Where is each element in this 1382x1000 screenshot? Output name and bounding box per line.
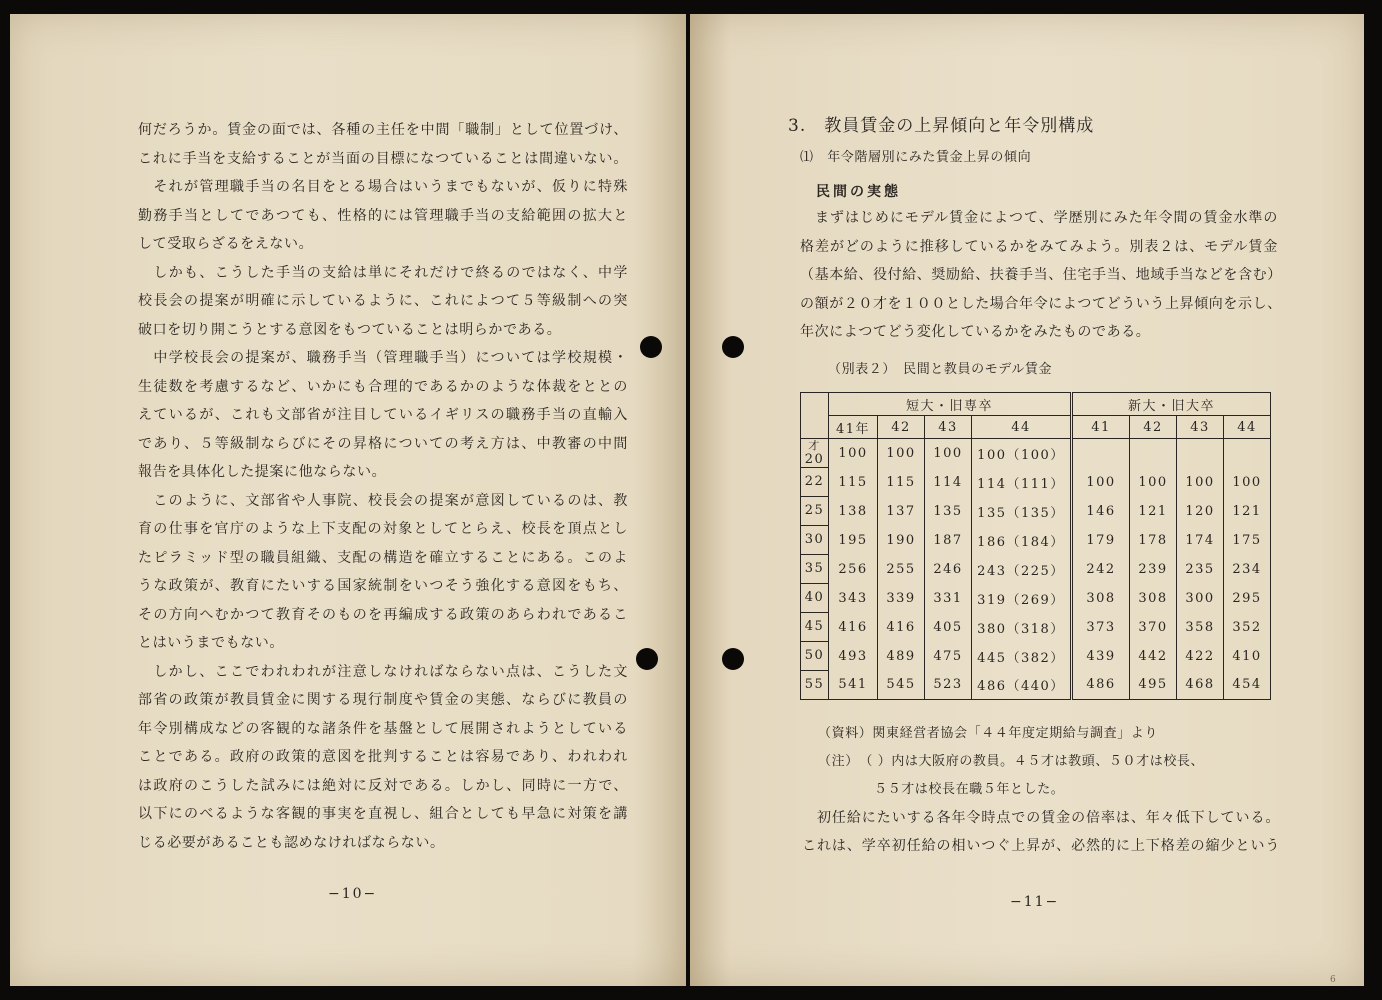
group-header: 短大・旧専卒 [829, 393, 1072, 416]
value-cell: 445（382） [972, 642, 1072, 671]
table-row [801, 497, 1271, 526]
intro-line: 格差がどのように推移しているかをみてみよう。別表２は、モデル賃金 [800, 238, 1278, 255]
body-line: うな政策が、教育にたいする国家統制をいつそう強化する意図をもち、 [138, 578, 628, 594]
value-cell [1177, 439, 1224, 468]
value-cell: 135 [925, 497, 972, 526]
punch-hole-bottom-left [636, 648, 658, 670]
table-row [801, 584, 1271, 613]
table-corner [801, 393, 829, 439]
value-cell: 246 [925, 555, 972, 584]
value-cell: 256 [829, 555, 878, 584]
value-cell: 235 [1177, 555, 1224, 584]
value-cell: 454 [1224, 671, 1271, 700]
body-line: であり、５等級制ならびにその昇格についての考え方は、中教審の中間 [138, 435, 628, 452]
value-cell: 100 [878, 439, 925, 468]
value-cell: 475 [925, 642, 972, 671]
value-cell: 489 [878, 642, 925, 671]
model-wage-table [800, 392, 1271, 700]
body-line: 育の仕事を官庁のような上下支配の対象としてとらえ、校長を頂点とし [138, 521, 628, 537]
value-cell: 179 [1072, 526, 1130, 555]
age-value: 45 [804, 619, 825, 634]
value-cell [1130, 439, 1177, 468]
age-value: 35 [804, 561, 825, 576]
year-header-row [801, 416, 1271, 439]
value-cell: 410 [1224, 642, 1271, 671]
age-unit: 才 [808, 439, 821, 452]
value-cell: 239 [1130, 555, 1177, 584]
value-cell: 178 [1130, 526, 1177, 555]
age-value: 22 [804, 474, 825, 489]
year-header: 42 [1130, 416, 1177, 439]
value-cell: 195 [829, 526, 878, 555]
table-body [801, 439, 1271, 700]
value-cell: 234 [1224, 555, 1271, 584]
body-line: 何だろうか。賃金の面では、各種の主任を中間「職制」として位置づけ、 [138, 122, 628, 138]
body-line: 部省の政策が教員賃金に関する現行制度や賃金の実態、ならびに教員の [138, 692, 628, 708]
body-line: これに手当を支給することが当面の目標になつていることは間違いない。 [138, 150, 628, 167]
value-cell: 442 [1130, 642, 1177, 671]
value-cell: 422 [1177, 642, 1224, 671]
intro-line: まずはじめにモデル賃金によつて、学歴別にみた年令間の賃金水準の [800, 210, 1278, 226]
value-cell [1072, 439, 1130, 468]
age-cell [801, 671, 829, 700]
value-cell: 439 [1072, 642, 1130, 671]
age-cell [801, 613, 829, 642]
intro-line: （基本給、役付給、奨励給、扶養手当、住宅手当、地域手当などを含む） [800, 267, 1282, 283]
value-cell: 100 [1224, 468, 1271, 497]
group-header: 新大・旧大卒 [1072, 393, 1271, 416]
value-cell: 339 [878, 584, 925, 613]
value-cell: 186（184） [972, 526, 1072, 555]
age-cell [801, 526, 829, 555]
value-cell: 135（135） [972, 497, 1072, 526]
body-line: 年令別構成などの客観的な諸条件を基盤として展開されようとしている [138, 720, 628, 737]
body-line: 校長会の提案が明確に示しているように、これによつて５等級制への突 [138, 293, 628, 309]
age-cell [801, 497, 829, 526]
age-cell [801, 439, 829, 468]
intro-line: 年次によつてどう変化しているかをみたものである。 [800, 324, 1151, 340]
age-cell [801, 555, 829, 584]
value-cell: 380（318） [972, 613, 1072, 642]
age-value: 20 [804, 452, 825, 467]
age-value: 25 [804, 503, 825, 518]
year-header: 44 [972, 416, 1072, 439]
age-cell [801, 584, 829, 613]
value-cell: 541 [829, 671, 878, 700]
corner-mark: 6 [1330, 975, 1337, 985]
table-row [801, 468, 1271, 497]
body-line: 以下にのべるような客観的事実を直視し、組合としても早急に対策を講 [138, 806, 628, 822]
body-line: 報告を具体化した提案に他ならない。 [138, 464, 387, 480]
value-cell: 100 [1072, 468, 1130, 497]
value-cell: 114（111） [972, 468, 1072, 497]
value-cell: 114 [925, 468, 972, 497]
body-line: 勤務手当としてであつても、性格的には管理職手当の支給範囲の拡大と [138, 207, 628, 224]
body-line: えているが、これも文部省が注目しているイギリスの職務手当の直輸入 [138, 407, 628, 423]
year-header: 41年 [829, 416, 878, 439]
body-line: その方向へむかつて教育そのものを再編成する政策のあらわれであるこ [138, 606, 628, 623]
year-header: 43 [1177, 416, 1224, 439]
value-cell: 100（100） [972, 439, 1072, 468]
left-page [10, 14, 686, 986]
value-cell: 115 [878, 468, 925, 497]
value-cell: 416 [878, 613, 925, 642]
source-note: （資料）関東経営者協会「４４年度定期給与調査」より [818, 726, 1159, 741]
value-cell: 146 [1072, 497, 1130, 526]
table-row [801, 642, 1271, 671]
table-row [801, 613, 1271, 642]
body-line: とはいうまでもない。 [138, 635, 284, 651]
value-cell: 100 [829, 439, 878, 468]
value-cell: 308 [1072, 584, 1130, 613]
value-cell: 343 [829, 584, 878, 613]
age-value: 55 [804, 677, 825, 692]
closing-line: これは、学卒初任給の相いつぐ上昇が、必然的に上下格差の縮少という [802, 838, 1280, 854]
table-row [801, 671, 1271, 700]
punch-hole-top-left [640, 336, 662, 358]
body-line: しかし、ここでわれわれが注意しなければならない点は、こうした文 [138, 663, 628, 680]
value-cell: 495 [1130, 671, 1177, 700]
value-cell [1224, 439, 1271, 468]
value-cell: 175 [1224, 526, 1271, 555]
body-line: は政府のこうした試みには絶対に反対である。しかし、同時に一方で、 [138, 777, 628, 794]
value-cell: 308 [1130, 584, 1177, 613]
value-cell: 523 [925, 671, 972, 700]
right-page-number: −11− [1010, 894, 1060, 910]
value-cell: 243（225） [972, 555, 1072, 584]
section-title-text: 3. 教員賃金の上昇傾向と年令別構成 [788, 116, 1095, 136]
body-line: 生徒数を考慮するなど、いかにも合理的であるかのような体裁をととの [138, 378, 628, 395]
table-caption: （別表２） 民間と教員のモデル賃金 [828, 362, 1053, 377]
value-cell: 255 [878, 555, 925, 584]
punch-hole-bottom-right [722, 648, 744, 670]
value-cell: 174 [1177, 526, 1224, 555]
section-heading: 民間の実態 [816, 184, 901, 200]
body-line: じる必要があることも認めなければならない。 [138, 834, 445, 851]
value-cell: 319（269） [972, 584, 1072, 613]
value-cell: 493 [829, 642, 878, 671]
year-header: 43 [925, 416, 972, 439]
value-cell: 242 [1072, 555, 1130, 584]
age-value: 50 [804, 648, 825, 663]
year-header: 41 [1072, 416, 1130, 439]
table-row [801, 439, 1271, 468]
value-cell: 137 [878, 497, 925, 526]
value-cell: 358 [1177, 613, 1224, 642]
age-value: 30 [804, 532, 825, 547]
section-title [788, 118, 1094, 134]
right-page [690, 14, 1364, 986]
value-cell: 115 [829, 468, 878, 497]
value-cell: 352 [1224, 613, 1271, 642]
value-cell: 468 [1177, 671, 1224, 700]
punch-hole-top-right [722, 336, 744, 358]
value-cell: 190 [878, 526, 925, 555]
value-cell: 138 [829, 497, 878, 526]
value-cell: 120 [1177, 497, 1224, 526]
value-cell: 373 [1072, 613, 1130, 642]
year-header: 42 [878, 416, 925, 439]
left-page-number: −10− [328, 886, 378, 902]
value-cell: 486 [1072, 671, 1130, 700]
body-line: ことである。政府の政策的意図を批判することは容易であり、われわれ [138, 749, 628, 765]
value-cell: 405 [925, 613, 972, 642]
body-line: 破口を切り開こうとする意図をもつていることは明らかである。 [138, 321, 562, 338]
body-line: しかも、こうした手当の支給は単にそれだけで終るのではなく、中学 [138, 264, 628, 281]
age-cell [801, 468, 829, 497]
table-note-continued: ５５才は校長在職５年とした。 [874, 782, 1065, 797]
closing-line: 初任給にたいする各年令時点での賃金の倍率は、年々低下している。 [802, 810, 1280, 826]
value-cell: 100 [1130, 468, 1177, 497]
value-cell: 486（440） [972, 671, 1072, 700]
body-line: それが管理職手当の名目をとる場合はいうまでもないが、仮りに特殊 [138, 179, 628, 195]
value-cell: 121 [1130, 497, 1177, 526]
value-cell: 331 [925, 584, 972, 613]
age-value: 40 [804, 590, 825, 605]
value-cell: 121 [1224, 497, 1271, 526]
value-cell: 100 [925, 439, 972, 468]
intro-line: の額が２０才を１００とした場合年令によつてどういう上昇傾向を示し、 [800, 295, 1282, 312]
subsection-title: ⑴ 年令階層別にみた賃金上昇の傾向 [800, 150, 1032, 165]
year-header: 44 [1224, 416, 1271, 439]
value-cell: 416 [829, 613, 878, 642]
age-cell [801, 642, 829, 671]
body-line: たピラミッド型の職員組織、支配の構造を確立することにある。このよ [138, 549, 628, 566]
value-cell: 187 [925, 526, 972, 555]
body-line: して受取らざるをえない。 [138, 236, 314, 252]
value-cell: 100 [1177, 468, 1224, 497]
table-row [801, 526, 1271, 555]
table-note: （注） （ ）内は大阪府の教員。４５才は教頭、５０才は校長、 [818, 754, 1205, 769]
table-row [801, 555, 1271, 584]
value-cell: 370 [1130, 613, 1177, 642]
value-cell: 300 [1177, 584, 1224, 613]
value-cell: 295 [1224, 584, 1271, 613]
body-line: 中学校長会の提案が、職務手当（管理職手当）については学校規模・ [138, 350, 628, 366]
body-line: このように、文部省や人事院、校長会の提案が意図しているのは、教 [138, 492, 628, 509]
value-cell: 545 [878, 671, 925, 700]
